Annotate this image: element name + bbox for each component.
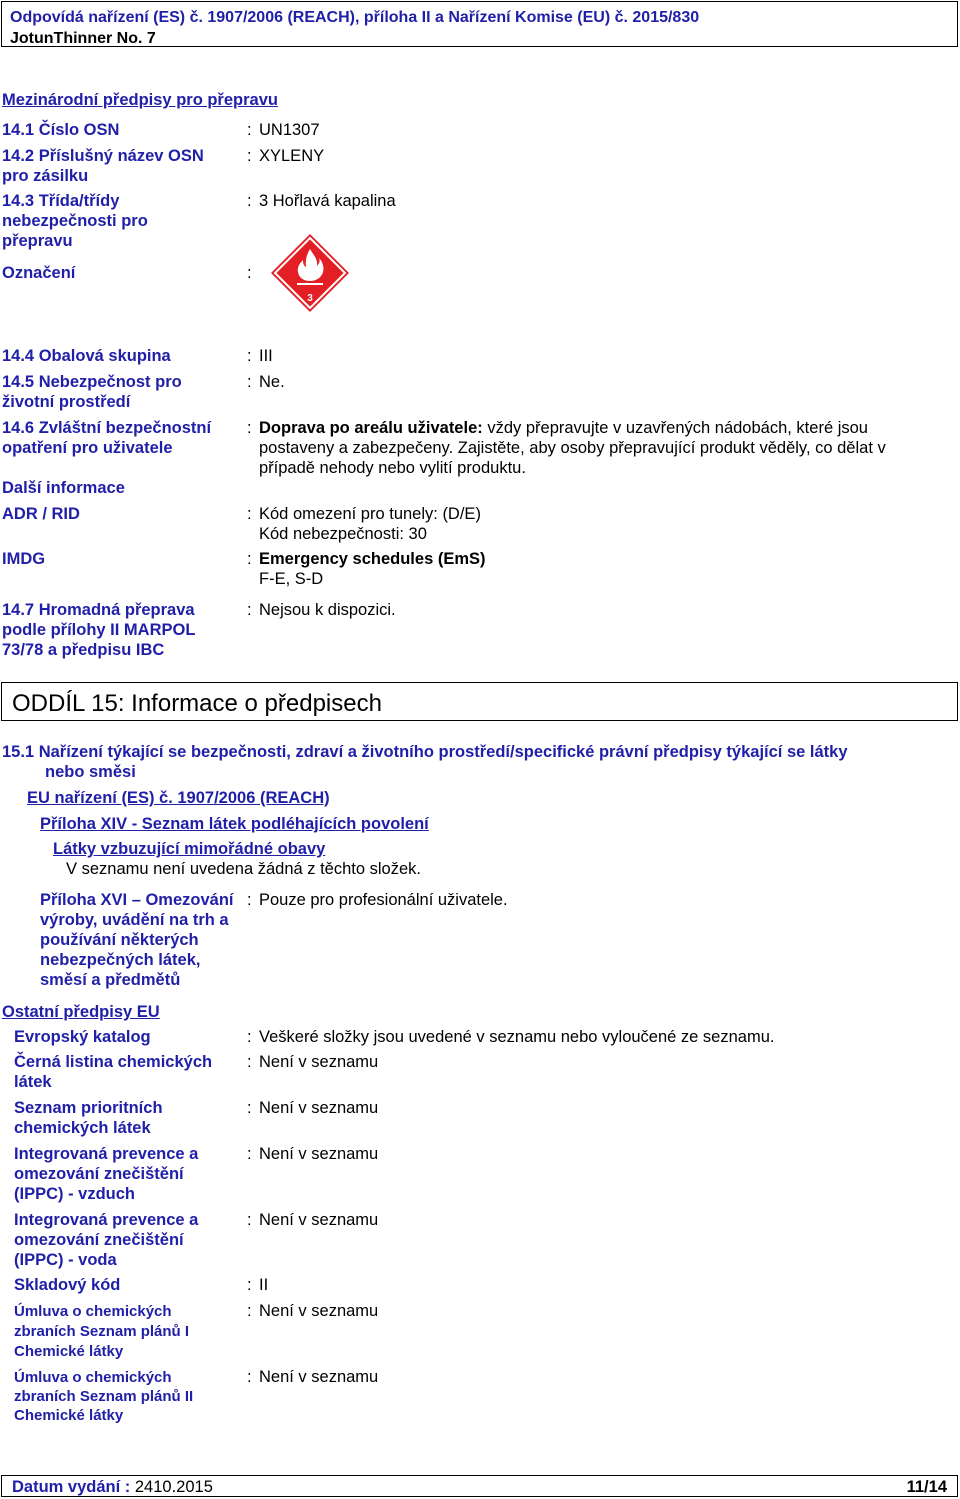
colon: : — [247, 505, 252, 523]
eu-item-label: Úmluva o chemických — [14, 1303, 172, 1320]
colon: : — [247, 1053, 252, 1071]
colon: : — [247, 1302, 252, 1320]
eu-item-value: Není v seznamu — [259, 1145, 379, 1163]
shipping-name-label-2: pro zásilku — [2, 167, 89, 185]
colon: : — [247, 264, 252, 282]
env-hazard-label-1: 14.5 Nebezpečnost pro — [2, 373, 182, 391]
bulk-label-1: 14.7 Hromadná přeprava — [2, 601, 195, 619]
un-number-value: UN1307 — [259, 121, 320, 139]
colon: : — [247, 192, 252, 210]
colon: : — [247, 419, 252, 437]
eu-item-value: Není v seznamu — [259, 1368, 379, 1386]
eu-item-label: Integrovaná prevence a — [14, 1145, 199, 1163]
adr-label: ADR / RID — [2, 505, 80, 523]
special-precautions-line-2: postaveny a zabezpečeny. Zajistěte, aby osoby přepravující produkt věděly, co dělat v — [259, 439, 886, 457]
eu-item-label: omezování znečištění — [14, 1165, 184, 1183]
subsection-151-line-1: 15.1 Nařízení týkající se bezpečnosti, zdraví a životního prostředí/specifické právní předpisy týkající se látky — [2, 743, 848, 761]
special-precautions-label-1: 14.6 Zvláštní bezpečnostní — [2, 419, 212, 437]
annex-17-label-2: výroby, uvádění na trh a — [40, 911, 229, 929]
bulk-label-2: podle přílohy II MARPOL — [2, 621, 196, 639]
section-15-title: ODDÍL 15: Informace o předpisech — [12, 690, 382, 717]
eu-item-label: Integrovaná prevence a — [14, 1211, 199, 1229]
issue-date — [12, 1477, 213, 1497]
annex-17-label-4: nebezpečných látek, — [40, 951, 201, 969]
env-hazard-label-2: životní prostředí — [2, 393, 131, 411]
colon: : — [247, 891, 252, 909]
section-15-header — [1, 682, 958, 721]
eu-item-label: Černá listina chemických — [14, 1053, 213, 1071]
subsection-151-line-2: nebo směsi — [45, 763, 136, 781]
document-footer — [1, 1475, 958, 1497]
annex-14-heading: Příloha XIV - Seznam látek podléhajících povolení — [40, 815, 429, 833]
packing-group-label: 14.4 Obalová skupina — [2, 347, 171, 365]
imdg-label: IMDG — [2, 550, 46, 568]
hazard-class-label-3: přepravu — [2, 232, 73, 250]
eu-item-label: Skladový kód — [14, 1276, 121, 1294]
colon: : — [247, 347, 252, 365]
adr-line-1: Kód omezení pro tunely: (D/E) — [259, 505, 481, 523]
imdg-line-1: Emergency schedules (EmS) — [259, 550, 486, 568]
bulk-value: Nejsou k dispozici. — [259, 601, 396, 619]
eu-item-value: Není v seznamu — [259, 1302, 379, 1320]
special-precautions-label-2: opatření pro uživatele — [2, 439, 173, 457]
colon: : — [247, 147, 252, 165]
colon: : — [247, 1276, 252, 1294]
colon: : — [247, 1368, 252, 1386]
marking-label: Označení — [2, 264, 76, 282]
eu-item-value: Není v seznamu — [259, 1053, 379, 1071]
un-number-label: 14.1 Číslo OSN — [2, 121, 120, 139]
shipping-name-label-1: 14.2 Příslušný název OSN — [2, 147, 204, 165]
colon: : — [247, 550, 252, 568]
colon: : — [247, 373, 252, 391]
special-precautions-line-3: případě nehody nebo vylití produktu. — [259, 459, 526, 477]
eu-reach-heading: EU nařízení (ES) č. 1907/2006 (REACH) — [27, 789, 330, 807]
colon: : — [247, 121, 252, 139]
colon: : — [247, 1145, 252, 1163]
regulation-reference: Odpovídá nařízení (ES) č. 1907/2006 (REACH), příloha II a Nařízení Komise (EU) č. 2015/830 — [10, 9, 700, 26]
eu-item-label: zbraních Seznam plánů I — [14, 1323, 190, 1340]
special-precautions-bold: Doprava po areálu uživatele: — [259, 419, 483, 437]
eu-item-label: chemických látek — [14, 1119, 151, 1137]
svhc-text: V seznamu není uvedena žádná z těchto složek. — [66, 860, 421, 878]
colon: : — [247, 1211, 252, 1229]
annex-17-label-5: směsí a předmětů — [40, 971, 181, 989]
pictogram-class-number: 3 — [307, 293, 313, 304]
annex-17-label-1: Příloha XVI – Omezování — [40, 891, 234, 909]
adr-line-2: Kód nebezpečnosti: 30 — [259, 525, 427, 543]
special-precautions-line-1 — [259, 418, 868, 438]
eu-item-label: Seznam prioritních — [14, 1099, 163, 1117]
eu-item-value: II — [259, 1276, 269, 1294]
eu-item-label: omezování znečištění — [14, 1231, 184, 1249]
eu-item-label: zbraních Seznam plánů II — [14, 1388, 194, 1405]
hazard-class-label-1: 14.3 Třída/třídy — [2, 192, 120, 210]
hazard-class-label-2: nebezpečnosti pro — [2, 212, 148, 230]
other-info-heading: Další informace — [2, 479, 125, 497]
product-name: JotunThinner No. 7 — [10, 30, 156, 47]
document-header — [1, 1, 958, 47]
colon: : — [247, 601, 252, 619]
issue-date-value: 2410.2015 — [134, 1478, 213, 1496]
svhc-heading: Látky vzbuzující mimořádné obavy — [53, 840, 326, 858]
eu-item-label: Evropský katalog — [14, 1028, 151, 1046]
eu-item-label: Chemické látky — [14, 1343, 124, 1360]
transport-heading: Mezinárodní předpisy pro přepravu — [2, 91, 278, 109]
eu-item-label: látek — [14, 1073, 52, 1091]
bulk-label-3: 73/78 a předpisu IBC — [2, 641, 165, 659]
shipping-name-value: XYLENY — [259, 147, 325, 165]
hazard-class-value: 3 Hořlavá kapalina — [259, 192, 396, 210]
colon: : — [247, 1028, 252, 1046]
page-number: 11/14 — [906, 1478, 947, 1496]
eu-item-label: Chemické látky — [14, 1407, 124, 1424]
annex-17-label-3: používání některých — [40, 931, 199, 949]
env-hazard-value: Ne. — [259, 373, 285, 391]
eu-item-label: (IPPC) - vzduch — [14, 1185, 136, 1203]
special-precautions-text: vždy přepravujte v uzavřených nádobách, které jsou — [487, 419, 868, 437]
eu-item-value: Není v seznamu — [259, 1099, 379, 1117]
other-eu-heading: Ostatní předpisy EU — [2, 1003, 160, 1021]
colon: : — [247, 1099, 252, 1117]
eu-item-value: Veškeré složky jsou uvedené v seznamu nebo vyloučené ze seznamu. — [259, 1028, 775, 1046]
annex-17-value: Pouze pro profesionální uživatele. — [259, 891, 508, 909]
packing-group-value: III — [259, 347, 273, 365]
flammable-liquid-diamond-icon — [270, 233, 350, 313]
eu-item-label: (IPPC) - voda — [14, 1251, 117, 1269]
eu-item-value: Není v seznamu — [259, 1211, 379, 1229]
issue-date-label: Datum vydání : — [12, 1478, 131, 1496]
eu-item-label: Úmluva o chemických — [14, 1369, 172, 1386]
imdg-line-2: F-E, S-D — [259, 570, 324, 588]
